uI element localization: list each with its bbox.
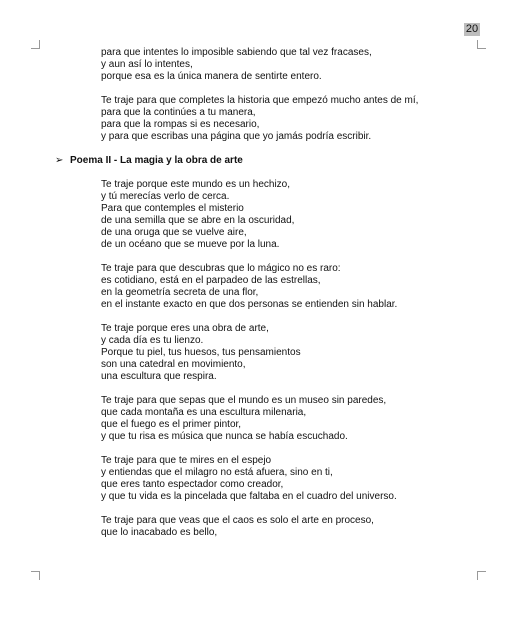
stanzas-before (0, 47, 527, 155)
stanza (101, 395, 527, 443)
poem-line: para que la continúes a tu manera, (101, 107, 256, 118)
stanza-gap (0, 503, 527, 515)
poem-line: y que tu vida es la pincelada que faltaba en el cuadro del universo. (101, 491, 397, 502)
poem-line: en la geometría secreta de una flor, (101, 287, 259, 298)
poem-line: Te traje para que sepas que el mundo es un museo sin paredes, (101, 395, 387, 406)
stanza-gap (0, 251, 527, 263)
stanza-gap (0, 167, 527, 179)
poem-line: Te traje para que completes la historia que empezó mucho antes de mí, (101, 95, 419, 106)
poem-line: porque esa es la única manera de sentirte entero. (101, 71, 322, 82)
poem-line: y que tu risa es música que nunca se había escuchado. (101, 431, 348, 442)
stanza-gap (0, 383, 527, 395)
stanza (101, 455, 527, 503)
poem-line: que eres tanto espectador como creador, (101, 479, 284, 490)
stanza (101, 95, 527, 143)
stanza (101, 179, 527, 251)
poem-line: una escultura que respira. (101, 371, 217, 382)
poem-line: Te traje para que descubras que lo mágico no es raro: (101, 263, 341, 274)
poem-line: es cotidiano, está en el parpadeo de las estrellas, (101, 275, 321, 286)
poem-line: y tú merecías verlo de cerca. (101, 191, 230, 202)
section-heading (55, 155, 527, 167)
poem-line: que el fuego es el primer pintor, (101, 419, 242, 430)
stanza (101, 47, 527, 83)
poem-line: para que intentes lo imposible sabiendo que tal vez fracases, (101, 47, 372, 58)
poem-line: y para que escribas una página que yo jamás podría escribir. (101, 131, 372, 142)
poem-line: Para que contemples el misterio (101, 203, 244, 214)
arrow-bullet-icon: ➢ (55, 155, 64, 166)
page-number: 20 (465, 23, 479, 35)
poem-line: Te traje para que te mires en el espejo (101, 455, 272, 466)
section-title: Poema II - La magia y la obra de arte (70, 155, 243, 166)
poem-line: Te traje para que veas que el caos es solo el arte en proceso, (101, 515, 374, 526)
poem-line: y entiendas que el milagro no está afuera, sino en ti, (101, 467, 333, 478)
stanza-gap (0, 83, 527, 95)
crop-mark-bottom-right (477, 571, 486, 580)
stanza-gap (0, 143, 527, 155)
stanza-gap (0, 311, 527, 323)
stanza (101, 323, 527, 383)
stanza-gap (0, 539, 527, 551)
crop-mark-bottom-left (31, 571, 40, 580)
poem-line: son una catedral en movimiento, (101, 359, 246, 370)
poem-line: Te traje porque este mundo es un hechizo, (101, 179, 291, 190)
poem-line: en el instante exacto en que dos personas se entienden sin hablar. (101, 299, 398, 310)
stanzas-after (0, 179, 527, 551)
page-content (0, 47, 527, 551)
poem-line: y cada día es tu lienzo. (101, 335, 204, 346)
poem-line: Te traje porque eres una obra de arte, (101, 323, 269, 334)
poem-line: de una semilla que se abre en la oscuridad, (101, 215, 295, 226)
poem-line: de una oruga que se vuelve aire, (101, 227, 247, 238)
poem-line: Porque tu piel, tus huesos, tus pensamientos (101, 347, 301, 358)
stanza (101, 263, 527, 311)
stanza-gap (0, 443, 527, 455)
stanza (101, 515, 527, 539)
poem-line: que lo inacabado es bello, (101, 527, 218, 538)
poem-line: de un océano que se mueve por la luna. (101, 239, 280, 250)
poem-line: que cada montaña es una escultura milenaria, (101, 407, 307, 418)
poem-line: y aun así lo intentes, (101, 59, 193, 70)
poem-line: para que la rompas si es necesario, (101, 119, 260, 130)
